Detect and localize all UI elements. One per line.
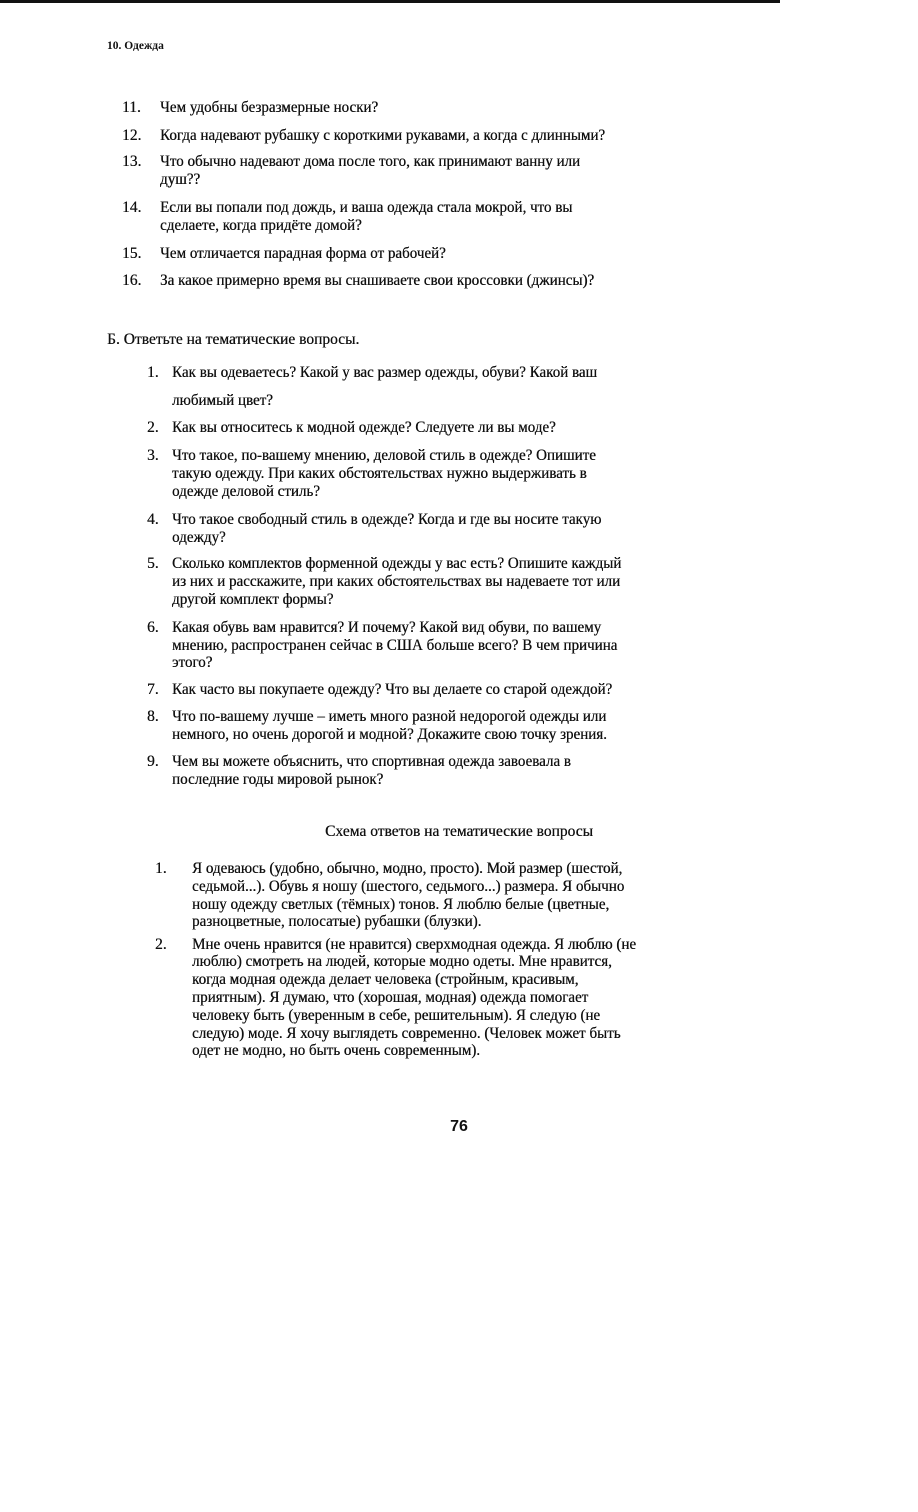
questions_a-number: 12.	[122, 127, 142, 144]
schema-title: Схема ответов на тематические вопросы	[325, 823, 593, 840]
questions_a-text-line: Что обычно надевают дома после того, как принимают ванну или	[160, 153, 581, 170]
answers-text-line: Я одеваюсь (удобно, обычно, модно, просто). Мой размер (шестой,	[192, 860, 623, 877]
questions_b-number: 4.	[147, 511, 159, 528]
answers-number: 1.	[155, 860, 167, 877]
questions_b-text-line: последние годы мировой рынок?	[172, 771, 384, 788]
questions_b-text-line: из них и расскажите, при каких обстоятельствах вы надеваете тот или	[172, 573, 621, 590]
answers-text-line: приятным). Я думаю, что (хорошая, модная) одежда помогает	[192, 989, 589, 1006]
questions_b-text-line: другой комплект формы?	[172, 591, 334, 608]
questions_b-text-line: этого?	[172, 654, 213, 671]
answers-text-line: разноцветные, полосатые) рубашки (блузки).	[192, 913, 482, 930]
questions_a-text-line: сделаете, когда придёте домой?	[160, 217, 362, 234]
questions_a-number: 15.	[122, 245, 142, 262]
answers-text-line: следую) моде. Я хочу выглядеть современно. (Человек может быть	[192, 1025, 621, 1042]
questions_b-number: 3.	[147, 447, 159, 464]
questions_b-number: 9.	[147, 753, 159, 770]
questions_a-text-line: За какое примерно время вы снашиваете свои кроссовки (джинсы)?	[160, 272, 595, 289]
questions_b-text-line: Что такое свободный стиль в одежде? Когда и где вы носите такую	[172, 511, 602, 528]
page-number: 76	[450, 1118, 468, 1135]
questions_a-text-line: Когда надевают рубашку с короткими рукавами, а когда с длинными?	[160, 127, 606, 144]
answers-text-line: Мне очень нравится (не нравится) сверхмодная одежда. Я люблю (не	[192, 936, 637, 953]
section-b-heading: Б. Ответьте на тематические вопросы.	[107, 331, 360, 348]
answers-text-line: когда модная одежда делает человека (стройным, красивым,	[192, 971, 579, 988]
questions_b-text-line: Как часто вы покупаете одежду? Что вы делаете со старой одеждой?	[172, 681, 613, 698]
questions_b-text-line: немного, но очень дорогой и модной? Докажите свою точку зрения.	[172, 726, 607, 743]
questions_a-number: 11.	[122, 99, 141, 116]
running-header: 10. Одежда	[107, 40, 164, 52]
questions_b-number: 1.	[147, 364, 159, 381]
questions_b-number: 6.	[147, 619, 159, 636]
questions_b-text-line: такую одежду. При каких обстоятельствах нужно выдерживать в	[172, 465, 587, 482]
questions_b-number: 5.	[147, 555, 159, 572]
questions_a-text-line: душ??	[160, 171, 201, 188]
answers-text-line: человеку быть (уверенным в себе, решительным). Я следую (не	[192, 1007, 601, 1024]
questions_b-number: 2.	[147, 419, 159, 436]
answers-number: 2.	[155, 936, 167, 953]
questions_b-text-line: любимый цвет?	[172, 392, 273, 409]
questions_a-number: 14.	[122, 199, 142, 216]
answers-text-line: одет не модно, но быть очень современным).	[192, 1042, 480, 1059]
questions_b-number: 7.	[147, 681, 159, 698]
questions_b-text-line: Как вы относитесь к модной одежде? Следуете ли вы моде?	[172, 419, 556, 436]
questions_a-text-line: Если вы попали под дождь, и ваша одежда стала мокрой, что вы	[160, 199, 573, 216]
questions_b-text-line: одежду?	[172, 529, 226, 546]
questions_b-text-line: Как вы одеваетесь? Какой у вас размер одежды, обуви? Какой ваш	[172, 364, 598, 381]
answers-text-line: ношу одежду светлых (тёмных) тонов. Я люблю белые (цветные,	[192, 896, 610, 913]
questions_b-text-line: Какая обувь вам нравится? И почему? Какой вид обуви, по вашему	[172, 619, 602, 636]
questions_b-text-line: Чем вы можете объяснить, что спортивная одежда завоевала в	[172, 753, 571, 770]
questions_b-text-line: мнению, распространен сейчас в США больше всего? В чем причина	[172, 637, 618, 654]
questions_b-text-line: Сколько комплектов форменной одежды у вас есть? Опишите каждый	[172, 555, 622, 572]
questions_b-text-line: Что такое, по-вашему мнению, деловой стиль в одежде? Опишите	[172, 447, 596, 464]
answers-text-line: люблю) смотреть на людей, которые модно одеты. Мне нравится,	[192, 953, 612, 970]
questions_a-text-line: Чем удобны безразмерные носки?	[160, 99, 379, 116]
questions_a-number: 16.	[122, 272, 142, 289]
questions_b-text-line: одежде деловой стиль?	[172, 483, 320, 500]
questions_b-text-line: Что по-вашему лучше – иметь много разной недорогой одежды или	[172, 708, 607, 725]
questions_b-number: 8.	[147, 708, 159, 725]
questions_a-text-line: Чем отличается парадная форма от рабочей?	[160, 245, 446, 262]
answers-text-line: седьмой...). Обувь я ношу (шестого, седьмого...) размера. Я обычно	[192, 878, 625, 895]
questions_a-number: 13.	[122, 153, 142, 170]
scan-top-rule	[0, 0, 780, 3]
